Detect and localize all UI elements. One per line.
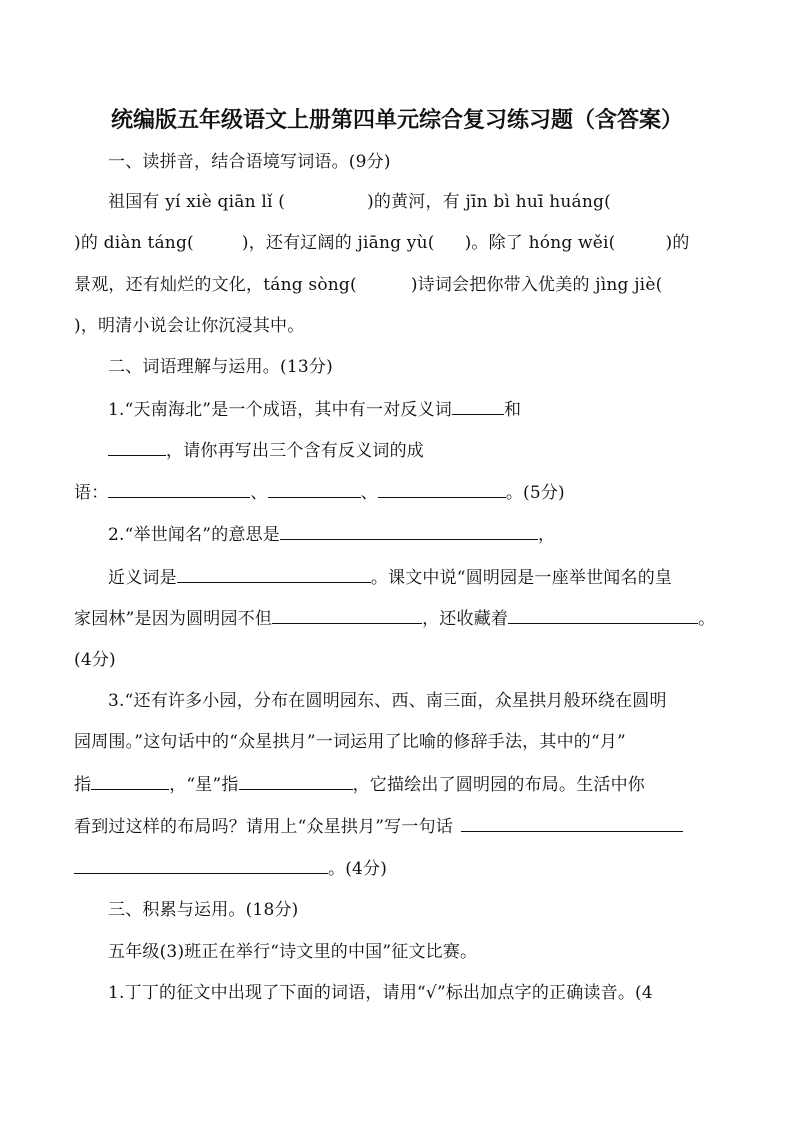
question-3-line-2: 园周围。”这句话中的“众星拱月”一词运用了比喻的修辞手法，其中的“月” xyxy=(74,732,626,752)
question-2-points: (4分) xyxy=(74,650,116,670)
answer-line[interactable] xyxy=(378,480,506,498)
answer-line[interactable] xyxy=(280,522,538,540)
question-3-line-4: 看到过这样的布局吗？请用上“众星拱月”写一句话 xyxy=(74,814,683,839)
section-3-heading: 三、积累与运用。(18分) xyxy=(108,900,299,920)
answer-line[interactable] xyxy=(239,772,353,790)
question-3-line-1: 3.“还有许多小园，分布在圆明园东、西、南三面，众星拱月般环绕在圆明 xyxy=(108,691,667,711)
pinyin-line-2: )的 diàn táng( )，还有辽阔的 jiāng yù( )。除了 hóng wěi( )的 xyxy=(74,233,690,253)
answer-line[interactable] xyxy=(74,856,328,874)
answer-line[interactable] xyxy=(177,565,371,583)
section-3-intro: 五年级(3)班正在举行“诗文里的中国”征文比赛。 xyxy=(108,942,478,962)
answer-line[interactable] xyxy=(452,397,504,415)
answer-line[interactable] xyxy=(108,480,250,498)
answer-line[interactable] xyxy=(461,814,683,832)
pinyin-line-4: )，明清小说会让你沉浸其中。 xyxy=(74,316,305,336)
question-1-line-2: ，请你再写出三个含有反义词的成 xyxy=(108,438,424,463)
section-3-question-1: 1.丁丁的征文中出现了下面的词语，请用“√”标出加点字的正确读音。(4 xyxy=(108,983,653,1003)
question-1-line-3: 语： 、 、 。(5分) xyxy=(74,480,565,505)
section-2-heading: 二、词语理解与运用。(13分) xyxy=(108,357,333,377)
answer-line[interactable] xyxy=(91,772,169,790)
pinyin-line-1: 祖国有 yí xiè qiān lǐ ( )的黄河，有 jīn bì huī huáng( xyxy=(108,192,611,212)
answer-line[interactable] xyxy=(268,480,361,498)
question-1-line-1: 1.“天南海北”是一个成语，其中有一对反义词 和 xyxy=(108,397,521,422)
question-3-line-3: 指 ，“星”指 ，它描绘出了圆明园的布局。生活中你 xyxy=(74,772,645,797)
question-2-line-3: 家园林”是因为圆明园不但 ，还收藏着 。 xyxy=(74,606,715,631)
pinyin-line-3: 景观，还有灿烂的文化，táng sòng( )诗词会把你带入优美的 jìng jiè( xyxy=(74,275,663,295)
question-3-line-5: 。(4分) xyxy=(74,856,387,881)
answer-line[interactable] xyxy=(272,606,422,624)
page-title: 统编版五年级语文上册第四单元综合复习练习题（含答案） xyxy=(110,108,683,133)
question-2-line-2: 近义词是 。课文中说“圆明园是一座举世闻名的皇 xyxy=(108,565,672,590)
answer-line[interactable] xyxy=(108,438,166,456)
question-2-line-1: 2.“举世闻名”的意思是 ， xyxy=(108,522,555,547)
section-1-heading: 一、读拼音，结合语境写词语。(9分) xyxy=(108,152,391,172)
answer-line[interactable] xyxy=(508,606,698,624)
